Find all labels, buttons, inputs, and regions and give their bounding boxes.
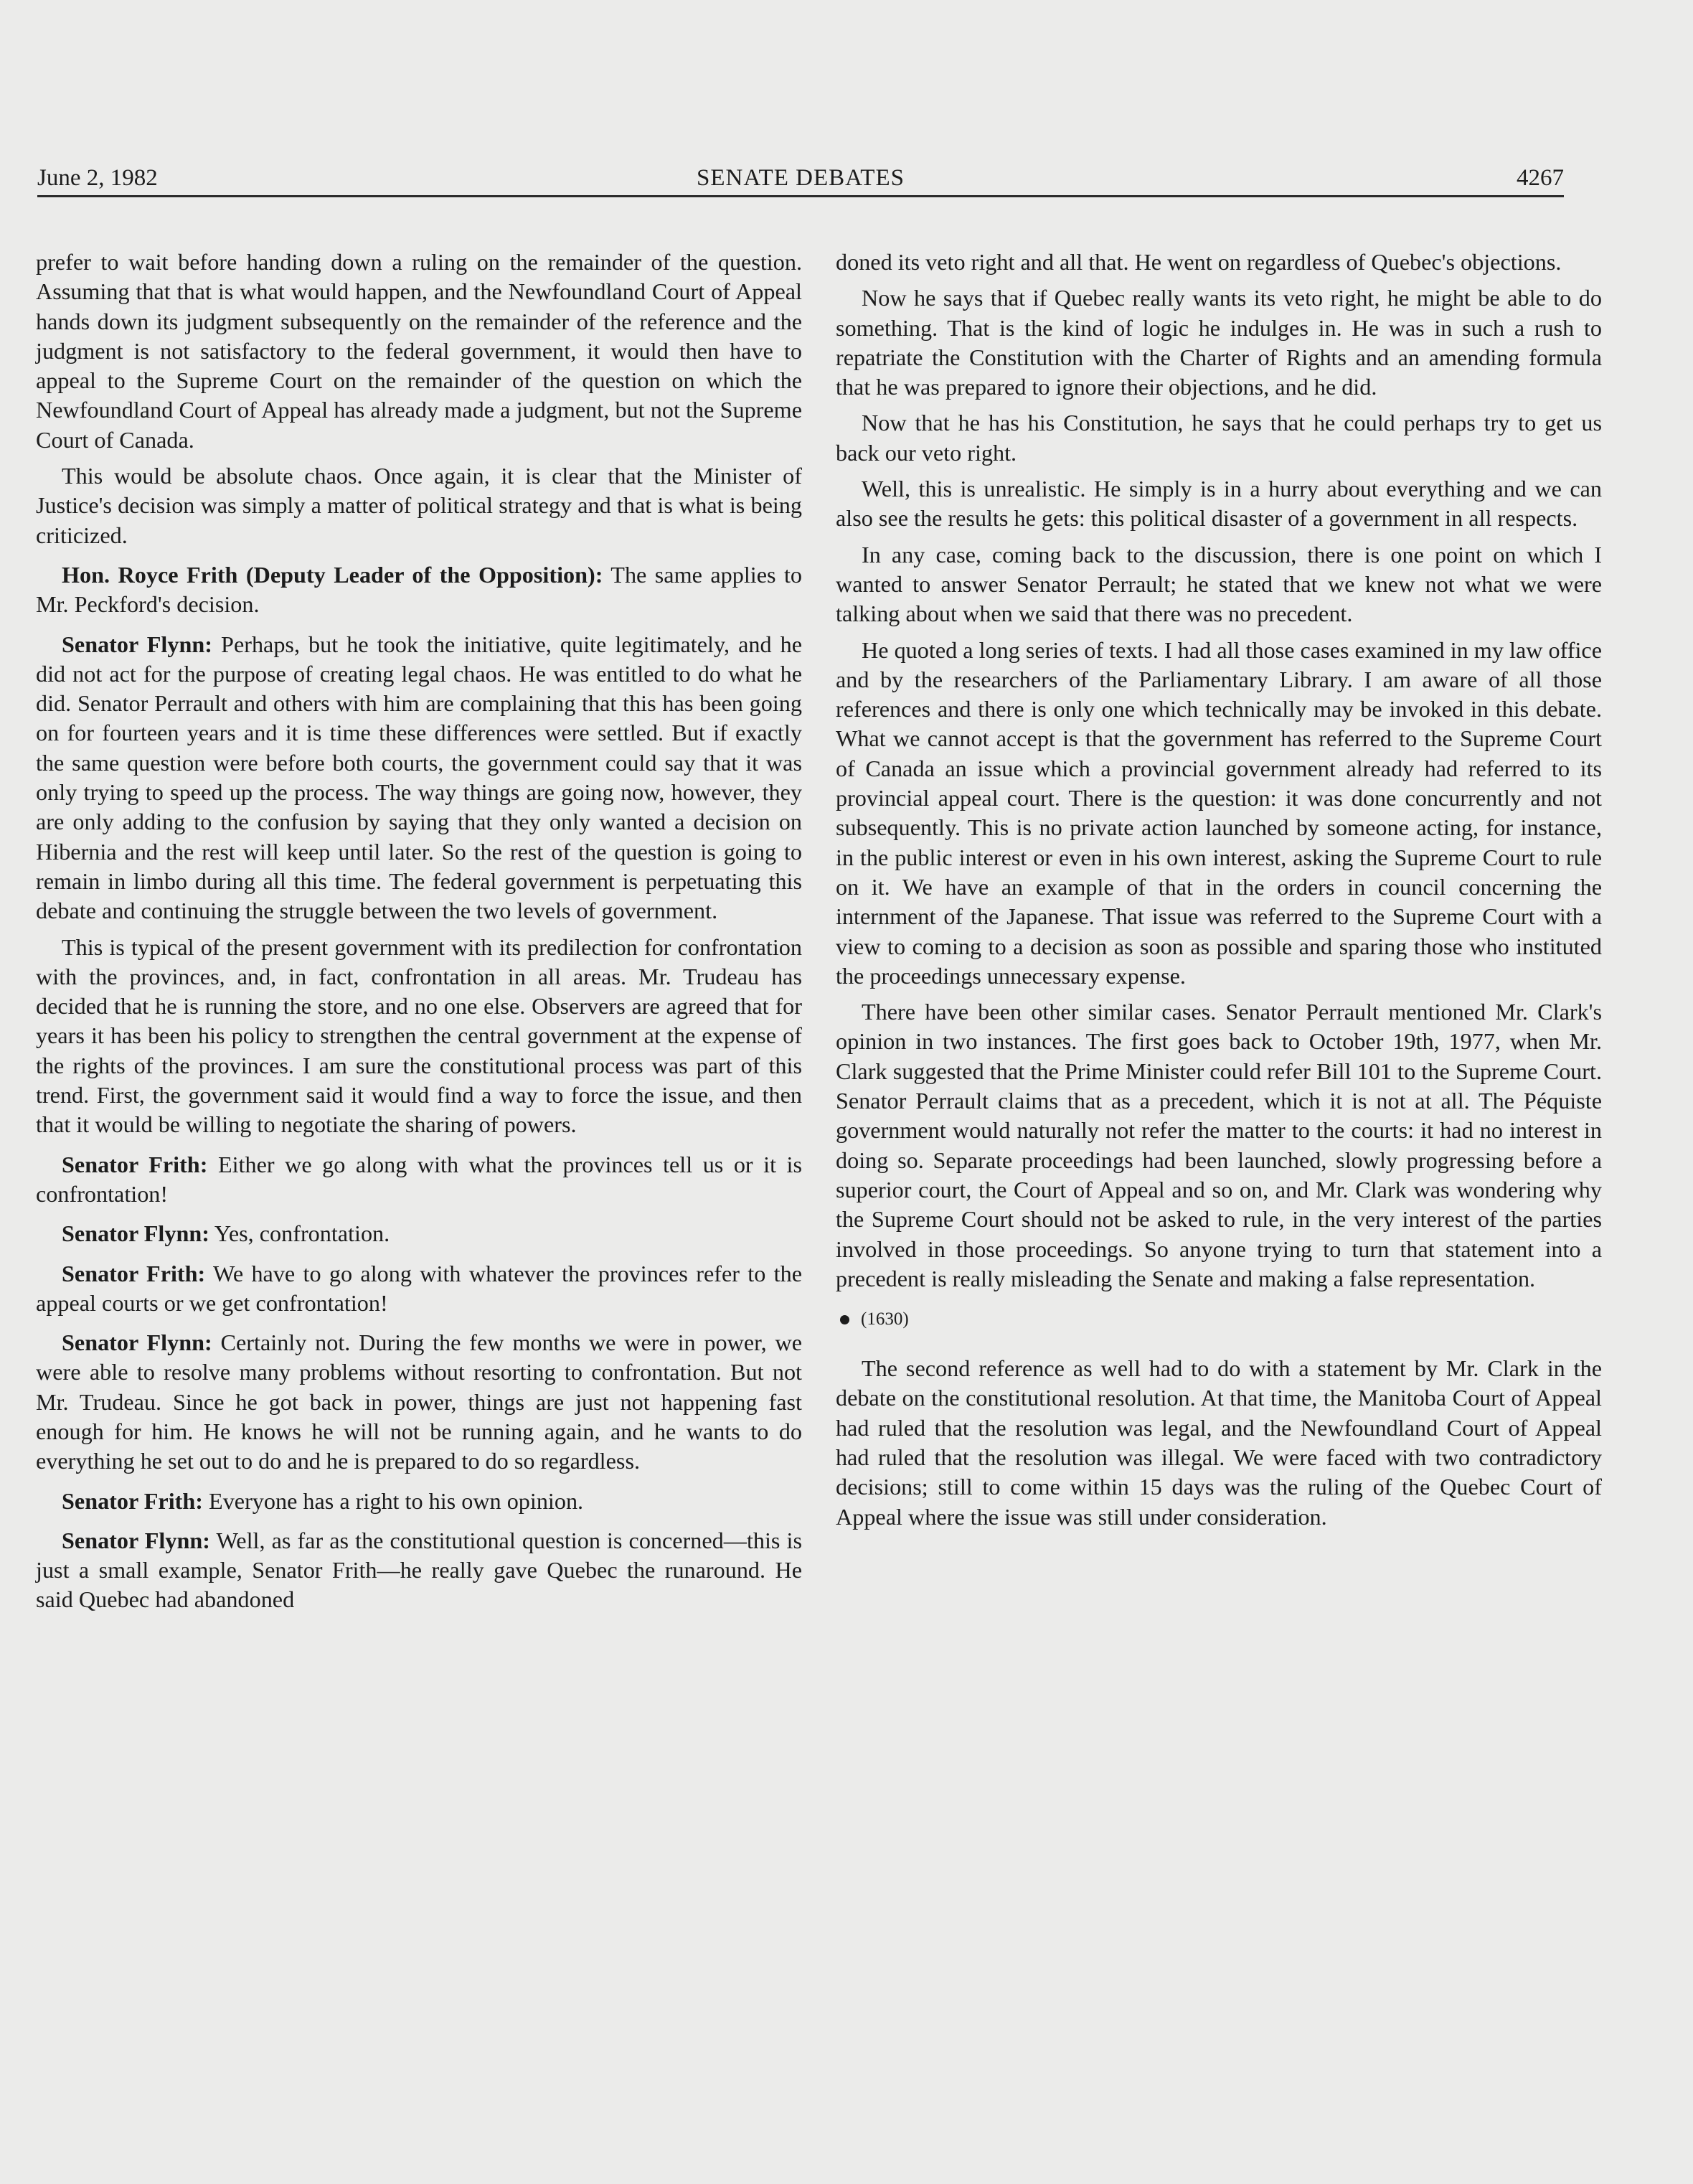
speaker-name: Senator Flynn: (62, 1220, 209, 1247)
speech (36, 1150, 802, 1210)
header-title: SENATE DEBATES (697, 165, 905, 191)
header-date: June 2, 1982 (37, 165, 158, 191)
paragraph: This would be absolute chaos. Once again, it is clear that the Minister of Justice's decision was simply a matter of political strategy and that is what is being criticized. (36, 463, 802, 548)
paragraph: Now that he has his Constitution, he says that he could perhaps try to get us back our veto right. (836, 410, 1602, 466)
paragraph: In any case, coming back to the discussion, there is one point on which I wanted to answer Senator Perrault; he stated that we knew not what we were talking about when we said that there was no precedent. (836, 541, 1602, 627)
paragraph: The second reference as well had to do with a statement by Mr. Clark in the debate on the constitutional resolution. At that time, the Manitoba Court of Appeal had ruled that the resolution was legal, and the Newfoundland Court of Appeal had ruled that the resolution was illegal. We were faced with two contradictory decisions; still to come within 15 days was the ruling of the Quebec Court of Appeal where the issue was still under consideration. (836, 1355, 1602, 1530)
speaker-name: Hon. Royce Frith (Deputy Leader of the Opposition): (62, 561, 603, 588)
bullet-icon (840, 1315, 849, 1324)
speech (36, 1259, 802, 1319)
speech-text: Certainly not. During the few months we were in power, we were able to resolve many problems without resorting to confrontation. But not Mr. Trudeau. Since he got back in power, things are just not happening fast enough for him. He knows he will not be running again, and he wants to do everything he set out to do and he is prepared to do so regardless. (36, 1329, 802, 1474)
speech (36, 630, 802, 926)
paragraph: Now he says that if Quebec really wants its veto right, he might be able to do something. That is the kind of logic he indulges in. He was in such a rush to repatriate the Constitution with the Charter of Rights and an amending formula that he was prepared to ignore their objections, and he did. (836, 285, 1602, 400)
paragraph: There have been other similar cases. Senator Perrault mentioned Mr. Clark's opinion in two instances. The first goes back to October 19th, 1977, when Mr. Clark suggested that the Prime Minister could refer Bill 101 to the Supreme Court. Senator Perrault claims that as a precedent, which it is not at all. The Péquiste government would naturally not refer the matter to the courts: it had no interest in doing so. Separate proceedings had been launched, slowly progressing before a superior court, the Court of Appeal and so on, and Mr. Clark was wondering why the Supreme Court should not be asked to rule, in the very interest of the parties involved in those proceedings. So anyone trying to turn that statement into a precedent is really misleading the Senate and making a false representation. (836, 999, 1602, 1291)
speech (36, 560, 802, 620)
paragraph: Well, this is unrealistic. He simply is in a hurry about everything and we can also see the results he gets: this political disaster of a government in all respects. (836, 476, 1602, 532)
time-marker (836, 1305, 1602, 1334)
speech-text: Either we go along with what the provinces tell us or it is confrontation! (36, 1151, 802, 1207)
speech-text: The same applies to Mr. Peckford's decision. (36, 561, 802, 618)
speaker-name: Senator Flynn: (62, 1329, 212, 1356)
time-marker-label: (1630) (861, 1309, 909, 1329)
speech (36, 1328, 802, 1476)
paragraph: prefer to wait before handing down a ruling on the remainder of the question. Assuming that that is what would happen, and the Newfoundland Court of Appeal hands down its judgment subsequently on the remainder of the reference and the judgment is not satisfactory to the federal government, it would then have to appeal to the Supreme Court on the remainder of the question on which the Newfoundland Court of Appeal has already made a judgment, but not the Supreme Court of Canada. (36, 249, 802, 453)
speaker-name: Senator Frith: (62, 1487, 203, 1514)
paragraph: doned its veto right and all that. He went on regardless of Quebec's objections. (836, 249, 1562, 275)
speaker-name: Senator Frith: (62, 1260, 206, 1286)
page-header (37, 162, 1564, 194)
speech-text: Yes, confrontation. (209, 1220, 390, 1247)
page-number: 4267 (1517, 165, 1564, 191)
header-rule (37, 195, 1564, 197)
speech (36, 1487, 802, 1516)
speech-text: Everyone has a right to his own opinion. (202, 1487, 584, 1514)
speaker-name: Senator Frith: (62, 1151, 208, 1177)
speech-text: We have to go along with whatever the provinces refer to the appeal courts or we get confrontation! (36, 1260, 802, 1316)
paragraph: This is typical of the present government with its predilection for confrontation with the provinces, and, in fact, confrontation in all areas. Mr. Trudeau has decided that he is running the store, and no one else. Observers are agreed that for years it has been his policy to strengthen the central government at the expense of the rights of the provinces. I am sure the constitutional process was part of this trend. First, the government said it would find a way to force the issue, and then that it would be willing to negotiate the sharing of powers. (36, 933, 802, 1138)
speech-text: Well, as far as the constitutional question is concerned—this is just a small example, Senator Frith—he really gave Quebec the runaround. He said Quebec had abandoned (36, 1527, 803, 1613)
left-column (36, 248, 802, 1625)
speaker-name: Senator Flynn: (62, 631, 212, 657)
speech (36, 1219, 802, 1248)
speech (36, 1526, 802, 1615)
paragraph: He quoted a long series of texts. I had all those cases examined in my law office and by the researchers of the Parliamentary Library. I am aware of all those references and there is only one which technically may be invoked in this debate. What we cannot accept is that the government has referred to the Supreme Court of Canada an issue which a provincial government already had referred to its provincial appeal court. There is the question: it was done concurrently and not subsequently. This is no private action launched by someone acting, for instance, in the public interest or even in his own interest, asking the Supreme Court to rule on it. We have an example of that in the orders in council concerning the internment of the Japanese. That issue was referred to the Supreme Court with a view to coming to a decision as soon as possible and sparing those who instituted the proceedings unnecessary expense. (836, 636, 1602, 989)
speech-text: Perhaps, but he took the initiative, quite legitimately, and he did not act for the purpose of creating legal chaos. He was entitled to do what he did. Senator Perrault and others with him are complaining that this has been going on for fourteen years and it is time these differences were settled. But if exactly the same question were before both courts, the government could say that it was only trying to speed up the process. The way things are going now, however, they are only adding to the confusion by saying that they only wanted a decision on Hibernia and the rest will keep until later. So the rest of the question is going to remain in limbo during all this time. The federal government is perpetuating this debate and continuing the struggle between the two levels of government. (36, 631, 802, 924)
right-column (836, 248, 1602, 1538)
speaker-name: Senator Flynn: (62, 1527, 210, 1553)
